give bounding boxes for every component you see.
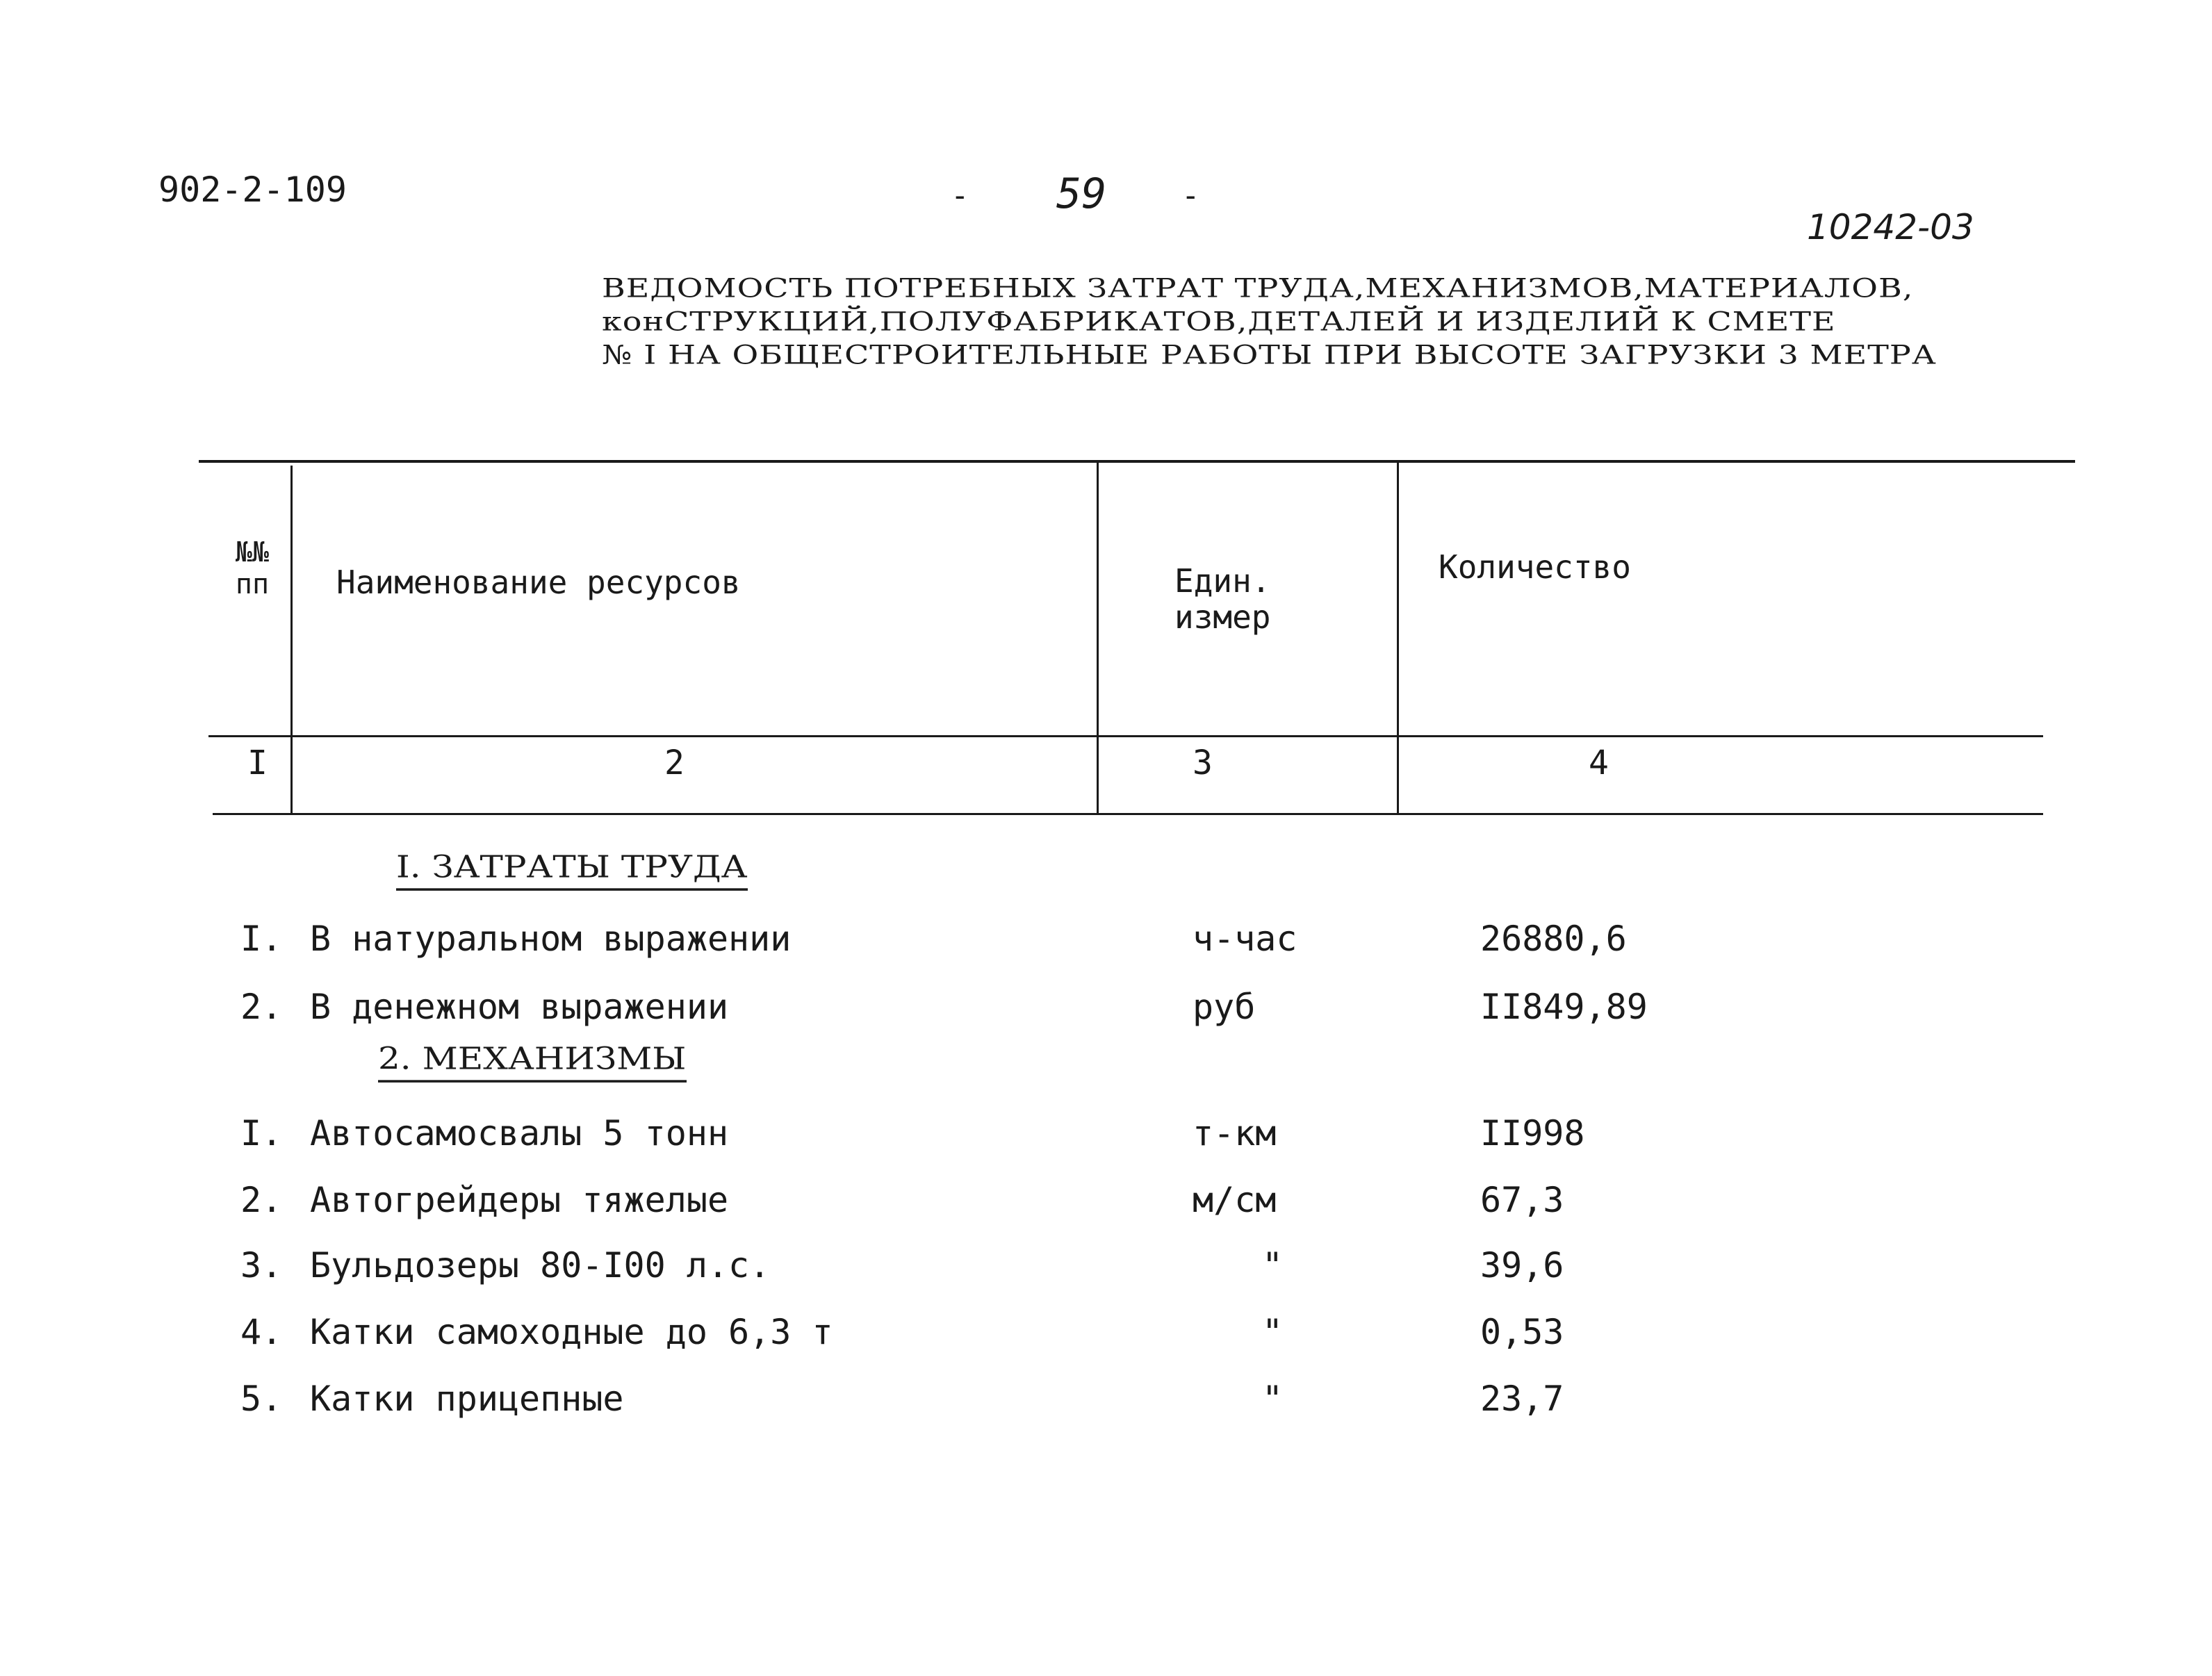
header-number: №№ пп [235, 536, 270, 600]
row-quantity: 0,53 [1480, 1312, 1564, 1352]
table-divider-1 [290, 466, 293, 814]
table-top-rule [199, 460, 2075, 463]
title-line-2: конСТРУКЦИЙ,ПОЛУФАБРИКАТОВ,ДЕТАЛЕЙ И ИЗДЕЛИЙ К СМЕТЕ [602, 306, 1836, 337]
row-number: 5. [240, 1379, 283, 1419]
table-divider-2 [1097, 463, 1099, 814]
row-unit: " [1262, 1245, 1284, 1285]
row-number: I. [240, 1113, 283, 1153]
row-resource-name: Автогрейдеры тяжелые [310, 1180, 729, 1220]
row-number: 2. [240, 987, 283, 1027]
section-title-machinery: 2. МЕХАНИЗМЫ [378, 1041, 687, 1083]
row-resource-name: Автосамосвалы 5 тонн [310, 1113, 729, 1153]
table-header-rule [208, 735, 2043, 737]
page-number-dash-left: - [951, 178, 969, 213]
row-number: 3. [240, 1245, 283, 1285]
row-resource-name: В денежном выражении [310, 987, 729, 1027]
header-resource-name: Наименование ресурсов [336, 564, 741, 601]
row-quantity: 39,6 [1480, 1245, 1564, 1285]
row-resource-name: В натуральном выражении [310, 919, 792, 959]
row-number: 4. [240, 1312, 283, 1352]
header-quantity: Количество [1439, 548, 1631, 586]
row-unit: т-км [1193, 1113, 1277, 1153]
row-number: I. [240, 919, 283, 959]
row-resource-name: Катки прицепные [310, 1379, 624, 1419]
title-line-3: № I НА ОБЩЕСТРОИТЕЛЬНЫЕ РАБОТЫ ПРИ ВЫСОТЕ ЗАГРУЗКИ 3 МЕТРА [602, 339, 1937, 370]
row-quantity: II998 [1480, 1113, 1585, 1153]
row-number: 2. [240, 1180, 283, 1220]
row-unit: ч-час [1193, 919, 1297, 959]
row-unit: м/см [1193, 1180, 1277, 1220]
row-resource-name: Бульдозеры 80-I00 л.с. [310, 1245, 771, 1285]
row-resource-name: Катки самоходные до 6,3 т [310, 1312, 833, 1352]
row-quantity: II849,89 [1480, 987, 1648, 1027]
row-unit: руб [1193, 987, 1256, 1027]
document-code: 902-2-109 [158, 170, 347, 210]
column-number-4: 4 [1589, 743, 1609, 782]
page-number: 59 [1056, 170, 1107, 218]
page-number-dash-right: - [1181, 178, 1200, 213]
archive-code: 10242-03 [1807, 207, 1974, 247]
header-unit: Един. измер [1174, 562, 1271, 636]
row-quantity: 67,3 [1480, 1180, 1564, 1220]
title-line-1: ВЕДОМОСТЬ ПОТРЕБНЫХ ЗАТРАТ ТРУДА,МЕХАНИЗМОВ,МАТЕРИАЛОВ, [602, 272, 1914, 304]
column-number-3: 3 [1193, 743, 1213, 782]
row-unit: " [1262, 1312, 1284, 1352]
table-bottom-rule [213, 813, 2043, 815]
row-quantity: 23,7 [1480, 1379, 1564, 1419]
table-divider-3 [1397, 460, 1399, 814]
column-number-2: 2 [664, 743, 685, 782]
row-quantity: 26880,6 [1480, 919, 1627, 959]
section-title-labor: I. ЗАТРАТЫ ТРУДА [396, 849, 748, 891]
row-unit: " [1262, 1379, 1284, 1419]
column-number-1: I [247, 743, 268, 782]
